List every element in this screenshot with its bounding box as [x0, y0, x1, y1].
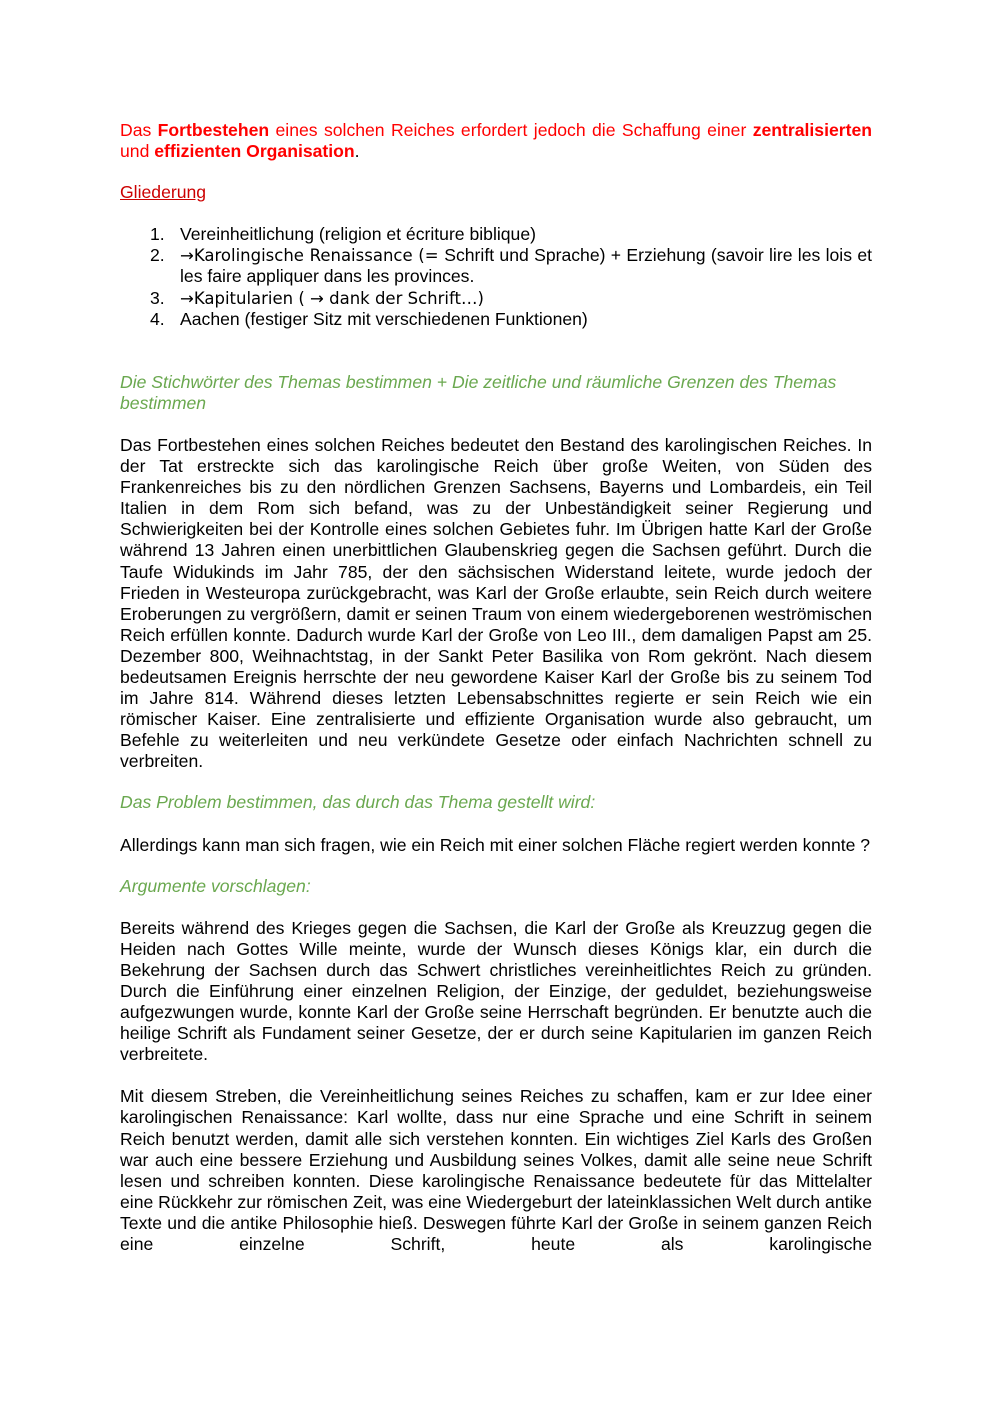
intro-bold-fortbestehen: Fortbestehen: [157, 120, 270, 140]
section-body-problem: Allerdings kann man sich fragen, wie ein Reich mit einer solchen Fläche regiert werden konnte ?: [120, 834, 871, 855]
outline-number: 1.: [150, 224, 165, 245]
intro-text-3: und: [120, 141, 155, 162]
outline-number: 2.: [150, 245, 165, 266]
document-page: [120, 120, 872, 1255]
outline-item-text-cont: Schrift und Sprache) + Erziehung (savoir lire les lois et les faire appliquer dans les provinces.: [180, 245, 872, 287]
section-body-stichwoerter: Das Fortbestehen eines solchen Reiches bedeutet den Bestand des karolingischen Reiches. In der Tat erstreckte sich das karolingische Reich über große Weiten, von Süden des Frankenreiches bis zu den nördlichen Grenzen Sachsens, Bayerns und Lombardeis, ein Teil Italien in dem Rom sich befand, was zu der Unbeständigkeit seiner Regierung und Schwierigkeiten bei der Kontrolle eines solchen Gebietes fuhr. Im Übrigen hatte Karl der Große während 13 Jahren einen unerbittlichen Glaubenskrieg gegen die Sachsen geführt. Durch die Taufe Widukinds im Jahr 785, der den sächsischen Widerstand leitete, wurde jedoch der Frieden in Westeuropa zurückgebracht, was Karl der Große erlaubte, sein Reich durch weitere Eroberungen zu vergrößern, damit er seinen Traum von einem wiedergeborenen weströmischen Reich erfüllen konnte. Dadurch wurde Karl der Große von Leo III., dem damaligen Papst am 25. Dezember 800, Weihnachtstag, in der Sankt Peter Basilika von Rom gekrönt. Nach diesem bedeutsamen Ereignis herrschte der neu gewordene Kaiser Karl der Große bis zu seinem Tod im Jahre 814. Während dieses letzten Lebensabschnittes regierte er sein Reich wie ein römischer Kaiser. Eine zentralisierte und effiziente Organisation wurde also gebraucht, um Befehle zu weiterleiten und neu verkündete Gesetze oder einfach Nachrichten schnell zu verbreiten.: [120, 434, 872, 772]
outline-item-text: →Karolingische Renaissance (=: [180, 246, 445, 266]
intro-text-4: .: [354, 141, 360, 162]
intro-text-2: eines solchen Reiches erfordert jedoch die Schaffung einer: [269, 120, 753, 140]
section-heading-argumente: Argumente vorschlagen:: [120, 875, 311, 896]
section-heading-problem: Das Problem bestimmen, das durch das Thema gestellt wird:: [120, 792, 596, 813]
outline-item-1: [150, 224, 872, 245]
outline-item-text: Vereinheitlichung (religion et écriture biblique): [180, 224, 536, 245]
gliederung-heading: Gliederung: [120, 182, 207, 203]
intro-bold-organisation: effizienten Organisation: [154, 141, 355, 162]
section-body-argumente-2: Mit diesem Streben, die Vereinheitlichung seines Reiches zu schaffen, kam er zur Idee einer karolingischen Renaissance: Karl wollte, dass nur eine Sprache und eine Schrift in seinem Reich benutzt werden, damit alle sich verstehen konnten. Ein wichtiges Ziel Karls des Großen war auch eine bessere Erziehung und Ausbildung seines Volkes, damit alle seine neue Schrift lesen und schreiben konnten. Diese karolingische Renaissance bedeutete für das Mittelalter eine Rückkehr zur römischen Zeit, was eine Wiedergeburt der lateinklassichen Welt durch antike Texte und die antike Philosophie hieß. Deswegen führte Karl der Große in seinem ganzen Reich eine einzelne Schrift, heute als karolingische: [120, 1086, 872, 1255]
outline-number: 3.: [150, 287, 165, 308]
section-body-argumente-1: Bereits während des Krieges gegen die Sachsen, die Karl der Große als Kreuzzug gegen die Heiden nach Gottes Wille meinte, wurde der Wunsch dieses Königs klar, ein durch die Bekehrung der Sachsen durch das Schwert christliches vereinheitlichtes Reich zu gründen. Durch die Einführung einer einzelnen Religion, der Einzige, der geduldet, beziehungsweise aufgezwungen wurde, konnte Karl der Große seine Herrschaft begründen. Er benutzte auch die heilige Schrift als Fundament seiner Gesetze, der er durch seine Kapitularien im ganzen Reich verbreitete.: [120, 917, 872, 1065]
outline-item-text: Aachen (festiger Sitz mit verschiedenen Funktionen): [180, 308, 588, 329]
outline-item-4: [150, 308, 872, 330]
intro-paragraph: [120, 120, 872, 162]
intro-bold-zentralisierten: zentralisierten: [752, 120, 872, 140]
outline-item-2: [150, 245, 872, 287]
outline-item-3: [150, 287, 872, 309]
outline-list: [120, 224, 872, 329]
section-heading-stichwoerter: Die Stichwörter des Themas bestimmen + Die zeitliche und räumliche Grenzen des Themas bestimmen: [120, 371, 837, 413]
outline-item-text: →Kapitularien ( → dank der Schrift…): [180, 288, 484, 308]
intro-text-1: Das: [120, 120, 158, 140]
outline-number: 4.: [150, 308, 165, 329]
